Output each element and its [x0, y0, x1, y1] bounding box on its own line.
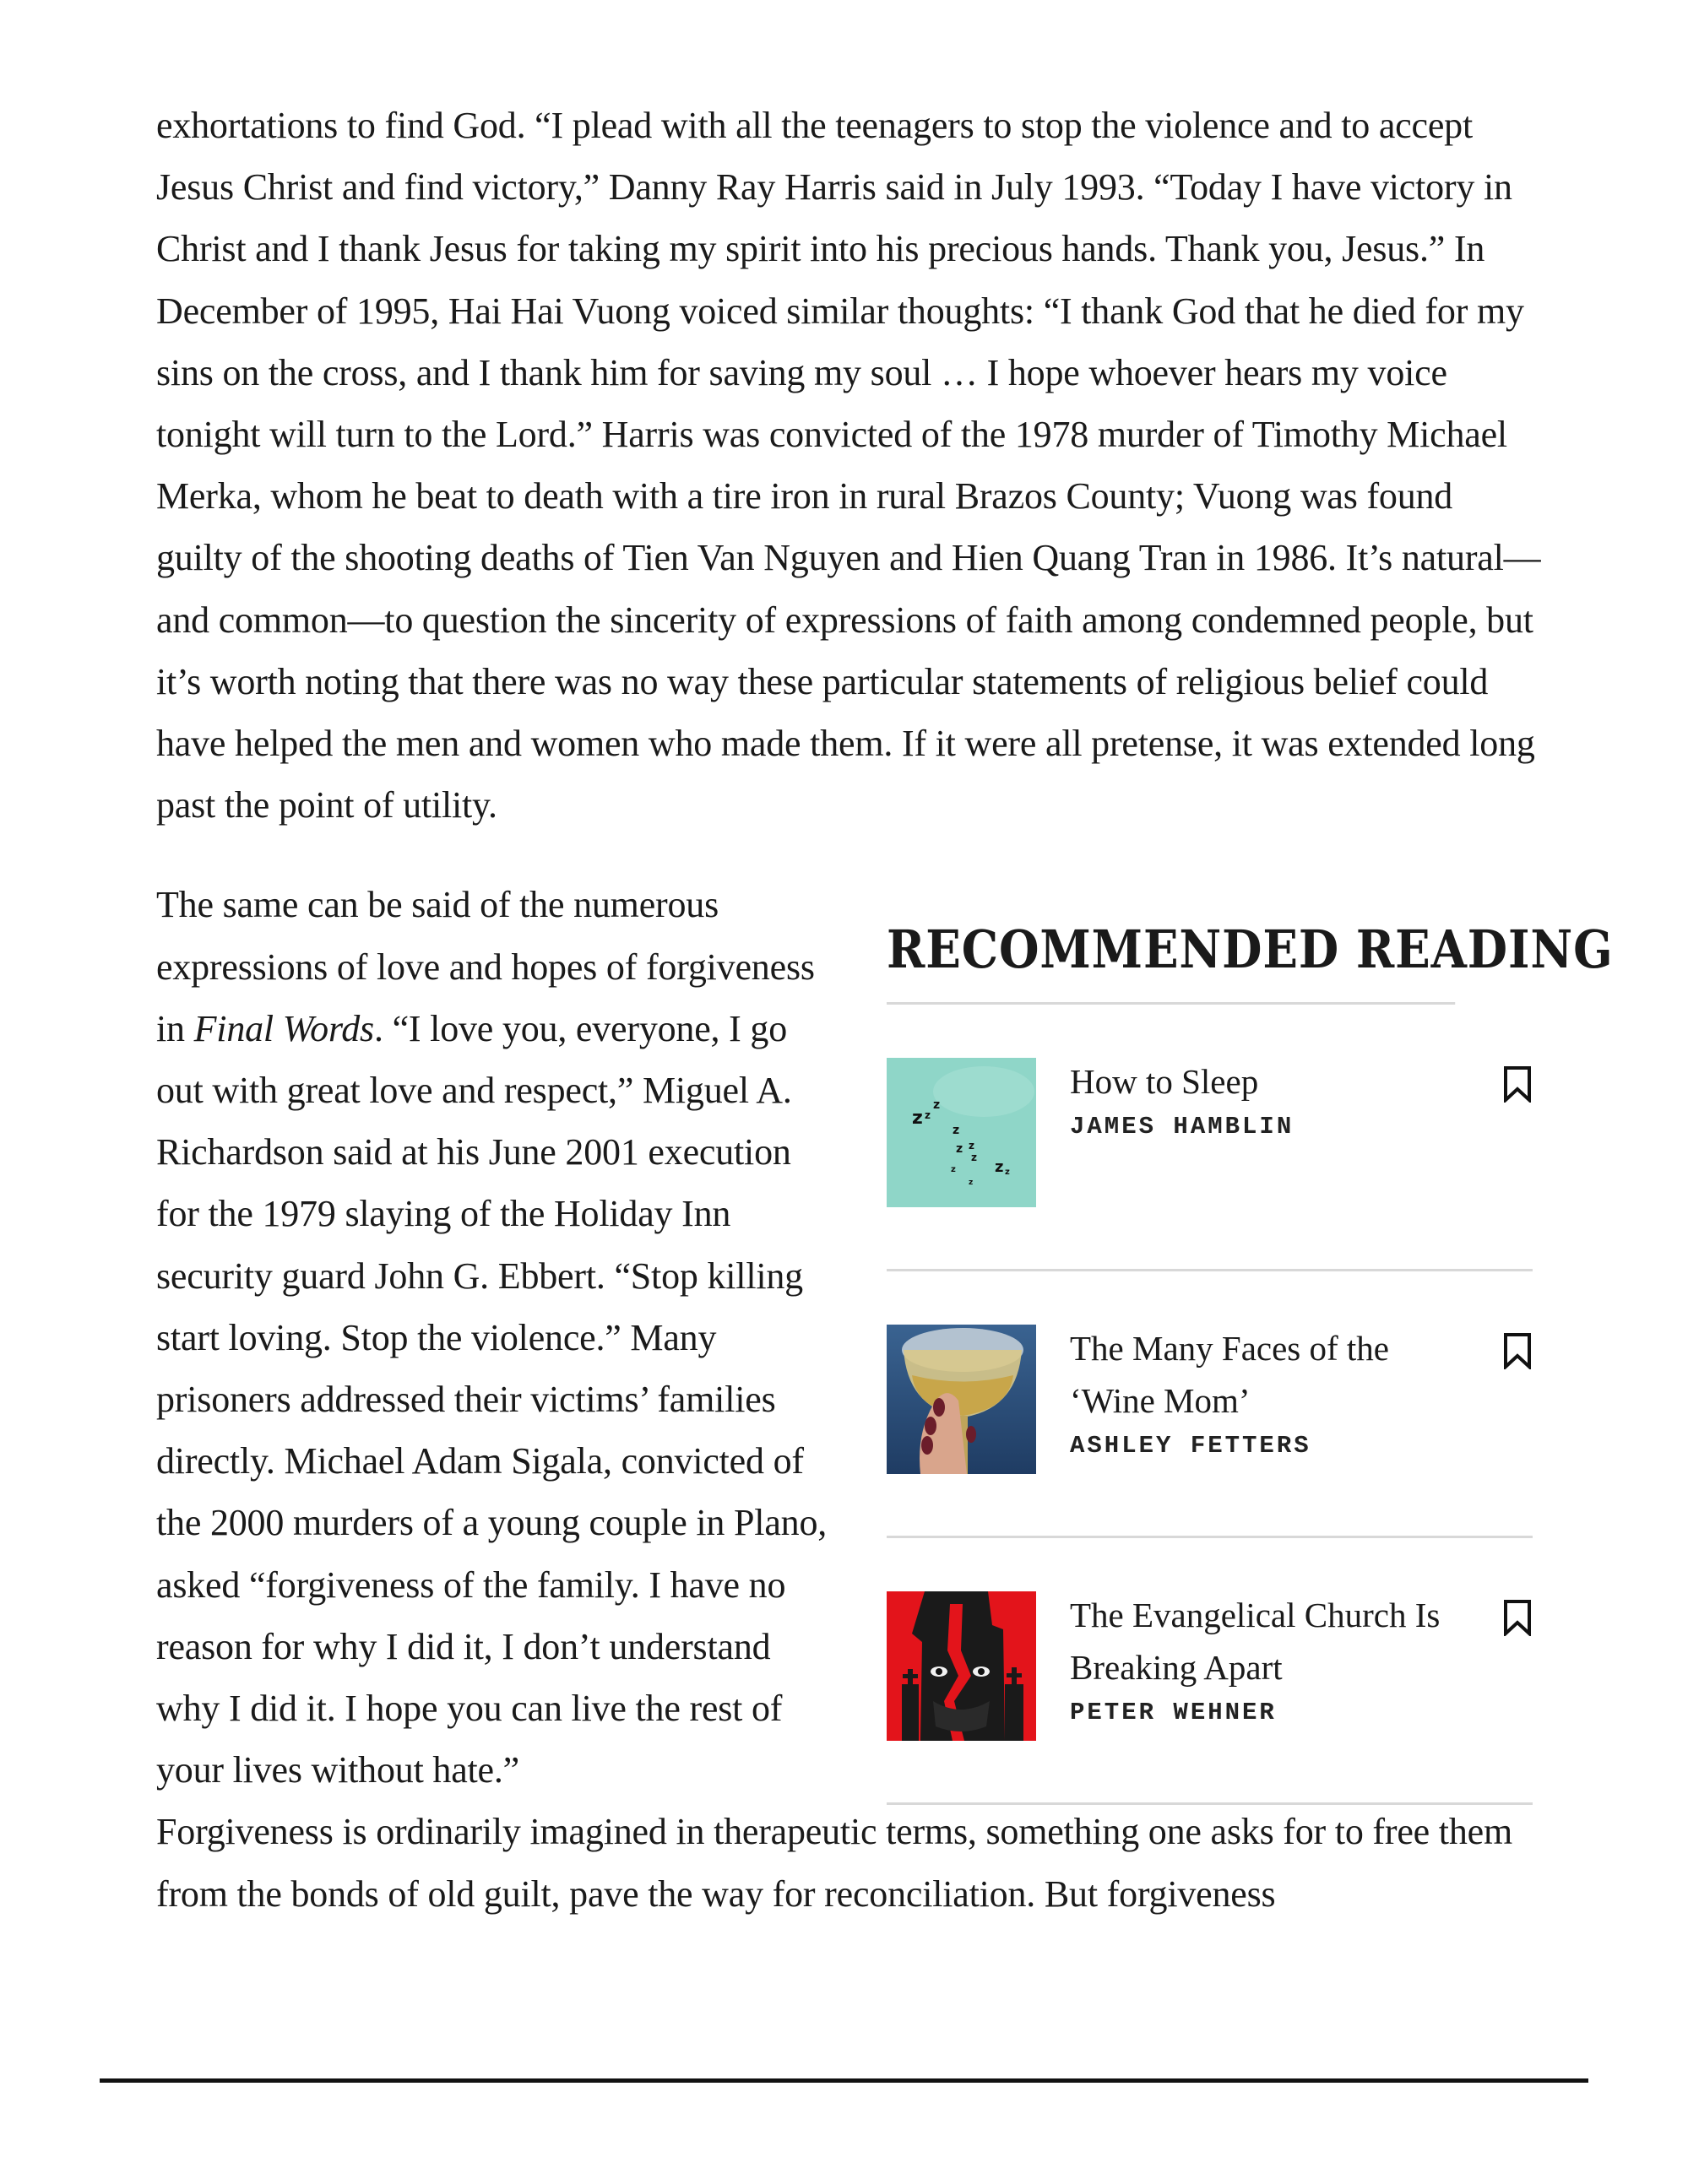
svg-text:z: z [925, 1109, 931, 1121]
article-paragraph: Forgiveness is ordinarily imagined in therapeutic terms, something one asks for to free them from the bonds of old guilt, pave the way for reconciliation. But forgiveness [156, 1811, 1512, 1915]
bookmark-icon[interactable] [1502, 1599, 1533, 1636]
paragraph-text: . “I love you, everyone, I go out with great love and respect,” Miguel A. Richardson said at his June 2001 execution for the 1979 slaying of the Holiday Inn security guard John G. Ebbert. “Stop killing start loving. Stop the violence.” Many prisoners addressed their victims’ families directly. Michael Adam Sigala, convicted of the 2000 murders of a young couple in Plano, asked “forgiveness of the family. I have no reason for why I did it, I don’t understand why I did it. I hope you can live the rest of your lives without hate.” [156, 1007, 828, 1791]
svg-text:z: z [912, 1108, 923, 1129]
wine-glass-thumbnail[interactable] [887, 1325, 1036, 1474]
recommended-author: JAMES HAMBLIN [1070, 1113, 1294, 1141]
recommended-item-text [1070, 1589, 1467, 1726]
svg-text:z: z [956, 1142, 963, 1156]
broken-church-thumbnail[interactable] [887, 1591, 1036, 1741]
wine-glass-hand-icon [887, 1325, 1036, 1474]
svg-text:z: z [995, 1158, 1004, 1176]
broken-church-icon [887, 1591, 1036, 1741]
recommended-item-text [1070, 1055, 1467, 1141]
recommended-author: PETER WEHNER [1070, 1699, 1277, 1726]
paragraph-text: The same can be said of the numerous expressions of love and hopes of forgiveness in [156, 884, 815, 1049]
svg-text:z: z [953, 1124, 960, 1137]
footer-divider [100, 2078, 1588, 2083]
svg-text:z: z [969, 1140, 974, 1152]
svg-text:z: z [951, 1165, 956, 1174]
recommended-item-text [1070, 1322, 1467, 1460]
article-paragraph [156, 874, 832, 1801]
book-title: Final Words [193, 1007, 374, 1049]
recommended-headline[interactable]: How to Sleep [1070, 1062, 1259, 1101]
recommended-headline[interactable]: The Many Faces of the ‘Wine Mom’ [1070, 1329, 1389, 1420]
svg-text:z: z [969, 1179, 974, 1187]
recommended-item[interactable] [887, 1538, 1533, 1805]
recommended-item[interactable] [887, 1271, 1533, 1538]
recommended-item[interactable] [887, 1005, 1533, 1271]
recommended-reading [887, 916, 1614, 1805]
recommended-author: ASHLEY FETTERS [1070, 1432, 1311, 1460]
recommended-reading-title: RECOMMENDED READING [887, 916, 1455, 1005]
article-paragraph: exhortations to find God. “I plead with all the teenagers to stop the violence and to accept Jesus Christ and find victory,” Danny Ray Harris said in July 1993. “Today I have victory in Christ and I thank Jesus for taking my spirit into his precious hands. Thank you, Jesus.” In December of 1995, Hai Hai Vuong voiced similar thoughts: “I thank God that he died for my sins on the cross, and I thank him for saving my soul … I hope whoever hears my voice tonight will turn to the Lord.” Harris was convicted of the 1978 murder of Timothy Michael Merka, whom he beat to death with a tire iron in rural Brazos County; Vuong was found guilty of the shooting deaths of Tien Van Nguyen and Hien Quang Tran in 1986. It’s natural—and common—to question the sincerity of expressions of faith among condemned people, but it’s worth noting that there was no way these particular statements of religious belief could have helped the men and women who made them. If it were all pretense, it was extended long past the point of utility. [156, 105, 1541, 826]
svg-text:z: z [971, 1152, 977, 1163]
svg-text:z: z [933, 1098, 941, 1112]
bookmark-icon[interactable] [1502, 1065, 1533, 1103]
svg-text:z: z [1005, 1168, 1010, 1177]
sleep-zzz-thumbnail[interactable] [887, 1058, 1036, 1207]
recommended-list [887, 1005, 1533, 1805]
sleep-zzz-icon [887, 1058, 1036, 1207]
bookmark-icon[interactable] [1502, 1332, 1533, 1369]
recommended-headline[interactable]: The Evangelical Church Is Breaking Apart [1070, 1596, 1441, 1687]
